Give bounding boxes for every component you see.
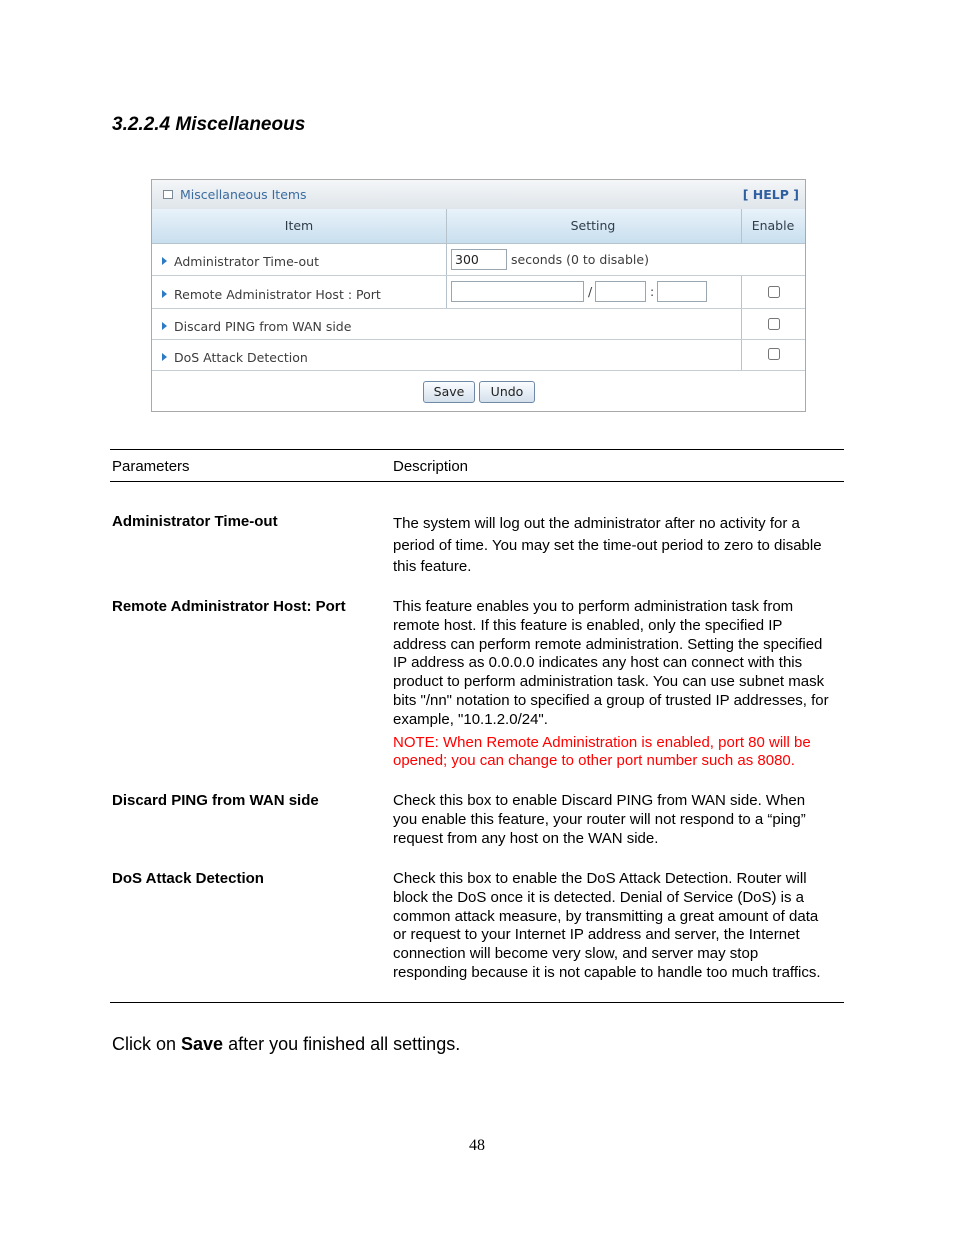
param-name: Discard PING from WAN side xyxy=(112,792,319,809)
desc-line: Check this box to enable the DoS Attack Detection. Router will xyxy=(393,870,807,887)
remote-host-input[interactable] xyxy=(451,281,584,302)
param-name: Administrator Time-out xyxy=(112,513,278,530)
desc-line: this feature. xyxy=(393,558,472,575)
row-divider xyxy=(152,370,805,371)
timeout-input[interactable] xyxy=(451,249,507,270)
param-description xyxy=(393,513,848,578)
desc-line: responding because it is not capable to handle too much traffics. xyxy=(393,963,821,981)
remote-admin-checkbox[interactable] xyxy=(768,286,780,298)
desc-line: example, "10.1.2.0/24". xyxy=(393,710,548,728)
param-description xyxy=(393,598,848,771)
arrow-right-icon xyxy=(162,353,167,361)
param-name: Remote Administrator Host: Port xyxy=(112,598,346,615)
desc-line: block the DoS once it is detected. Denial of Service (DoS) is a xyxy=(393,888,805,906)
desc-line: connection will become very slow, and server may stop xyxy=(393,945,759,963)
row-discard-ping xyxy=(162,319,351,334)
column-setting: Setting xyxy=(570,218,616,233)
row-divider xyxy=(152,308,805,309)
note-line: opened; you can change to other port number such as 8080. xyxy=(393,752,795,770)
param-name: DoS Attack Detection xyxy=(112,870,264,887)
row-divider xyxy=(152,339,805,340)
desc-line: The system will log out the administrator after no activity for a xyxy=(393,515,800,532)
divider xyxy=(446,209,447,309)
footer-bold: Save xyxy=(181,1034,224,1054)
miscellaneous-panel xyxy=(151,179,806,412)
desc-line: bits "/nn" notation to specified a group of trusted IP addresses, for xyxy=(393,691,829,709)
footer-instruction xyxy=(112,1034,460,1055)
row-remote-admin xyxy=(162,287,381,302)
page-number: 48 xyxy=(469,1137,485,1154)
arrow-right-icon xyxy=(162,322,167,330)
row-label: Remote Administrator Host : Port xyxy=(174,287,381,302)
param-description xyxy=(393,870,848,983)
desc-line: This feature enables you to perform administration task from xyxy=(393,598,794,615)
header-parameters: Parameters xyxy=(112,458,190,475)
colon-separator: : xyxy=(650,284,655,299)
undo-button[interactable]: Undo xyxy=(479,381,535,403)
timeout-suffix: seconds (0 to disable) xyxy=(511,252,649,267)
row-label: DoS Attack Detection xyxy=(174,350,308,365)
desc-line: or request to your Internet IP address and server, the Internet xyxy=(393,926,800,944)
row-admin-timeout xyxy=(162,254,319,269)
remote-port-input[interactable] xyxy=(657,281,707,302)
divider xyxy=(741,209,742,243)
column-enable: Enable xyxy=(751,218,795,233)
panel-header xyxy=(152,180,805,210)
remote-mask-input[interactable] xyxy=(595,281,646,302)
panel-box-icon xyxy=(163,190,173,199)
save-button[interactable]: Save xyxy=(423,381,475,403)
desc-line: product to perform administration task. You can use subnet mask xyxy=(393,673,825,691)
desc-line: remote host. If this feature is enabled, only the specified IP xyxy=(393,616,783,634)
slash-separator: / xyxy=(588,284,593,299)
dos-detection-checkbox[interactable] xyxy=(768,348,780,360)
desc-line: IP address as 0.0.0.0 indicates any host can connect with this xyxy=(393,654,803,672)
footer-suffix: after you finished all settings. xyxy=(223,1034,461,1054)
desc-line: you enable this feature, your router will not respond to a “ping” xyxy=(393,810,806,828)
desc-line: address can perform remote administration. Setting the specified xyxy=(393,635,823,653)
help-link[interactable]: [ HELP ] xyxy=(742,187,799,202)
row-label: Discard PING from WAN side xyxy=(174,319,352,334)
divider xyxy=(741,276,742,370)
panel-title: Miscellaneous Items xyxy=(180,187,307,202)
header-description: Description xyxy=(393,458,469,475)
discard-ping-checkbox[interactable] xyxy=(768,318,780,330)
section-title: 3.2.2.4 Miscellaneous xyxy=(112,114,306,135)
desc-line: period of time. You may set the time-out period to zero to disable xyxy=(393,536,822,554)
footer-prefix: Click on xyxy=(112,1034,182,1054)
arrow-right-icon xyxy=(162,257,167,265)
table-top-rule xyxy=(110,449,844,450)
column-item: Item xyxy=(284,218,314,233)
header-rule xyxy=(110,481,844,482)
note-line: NOTE: When Remote Administration is enabled, port 80 will be xyxy=(393,733,811,751)
desc-line: request from any host on the WAN side. xyxy=(393,829,659,847)
row-label: Administrator Time-out xyxy=(174,254,319,269)
table-bottom-rule xyxy=(110,1002,844,1003)
desc-line: Check this box to enable Discard PING from WAN side. When xyxy=(393,792,806,809)
row-divider xyxy=(152,275,805,276)
arrow-right-icon xyxy=(162,290,167,298)
row-dos-detection xyxy=(162,350,308,365)
desc-line: common attack measure, by transmitting a great amount of data xyxy=(393,907,819,925)
param-description xyxy=(393,792,848,848)
column-headers xyxy=(152,209,805,244)
